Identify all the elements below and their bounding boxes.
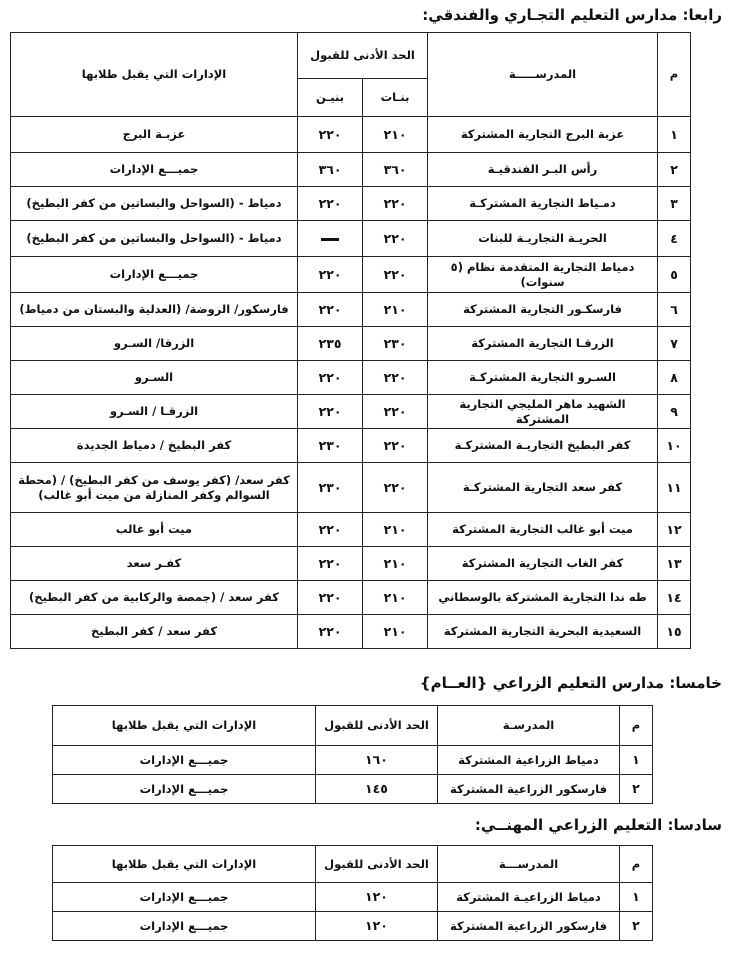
school-name: الزرقـا التجارية المشتركة — [428, 327, 658, 361]
table-row — [11, 361, 691, 395]
girls-score: ٢٢٠ — [363, 187, 428, 221]
girls-score: ٢١٠ — [363, 117, 428, 153]
row-number: ١ — [620, 883, 653, 912]
girls-score: ٢٢٠ — [363, 395, 428, 429]
admin-areas: كفـر سعد — [11, 547, 298, 581]
girls-score: ٢١٠ — [363, 547, 428, 581]
header-school: المدرســـــة — [428, 33, 658, 117]
row-number: ٤ — [658, 221, 691, 257]
admin-areas: فارسكور/ الروضة/ (العدلية والبستان من دمياط) — [11, 293, 298, 327]
row-number: ١٢ — [658, 513, 691, 547]
row-number: ٢ — [620, 912, 653, 941]
admin-areas: جميـــع الإدارات — [53, 912, 316, 941]
girls-score: ٢١٠ — [363, 293, 428, 327]
header-min-score: الحد الأدنى للقبول — [316, 706, 438, 746]
section5-heading: خامسا: مدارس التعليم الزراعي {العــام} — [419, 674, 722, 692]
school-name: طه ندا التجارية المشتركة بالوسطاني — [428, 581, 658, 615]
row-number: ١ — [620, 746, 653, 775]
table-row — [11, 615, 691, 649]
header-admins: الإدارات التي يقبل طلابها — [11, 33, 298, 117]
admin-areas: جميـــع الإدارات — [11, 153, 298, 187]
school-name: كفر الغاب التجارية المشتركة — [428, 547, 658, 581]
admin-areas: ميت أبو غالب — [11, 513, 298, 547]
table-row — [11, 293, 691, 327]
school-name: الشهيد ماهر المليجي التجارية المشتركة — [428, 395, 658, 429]
table-row — [11, 429, 691, 463]
table-row — [11, 187, 691, 221]
header-girls: بنـات — [363, 79, 428, 117]
row-number: ٦ — [658, 293, 691, 327]
girls-score: ٢٢٠ — [363, 221, 428, 257]
boys-score: ٣٦٠ — [298, 153, 363, 187]
girls-score: ٣٦٠ — [363, 153, 428, 187]
table-row — [11, 257, 691, 293]
header-admins: الإدارات التي يقبل طلابها — [53, 846, 316, 883]
girls-score: ٢١٠ — [363, 615, 428, 649]
boys-score: ٢٢٠ — [298, 361, 363, 395]
admin-areas: عزبـة البرج — [11, 117, 298, 153]
table-row — [11, 513, 691, 547]
boys-score: ٢٣٥ — [298, 327, 363, 361]
boys-score: ٢٢٠ — [298, 395, 363, 429]
table-row — [11, 221, 691, 257]
school-name: رأس البـر الفندقيـة — [428, 153, 658, 187]
row-number: ٩ — [658, 395, 691, 429]
school-name: دمياط الزراعية المشتركة — [438, 746, 620, 775]
min-score: ١٤٥ — [316, 775, 438, 804]
header-boys: بنيـن — [298, 79, 363, 117]
min-score: ١٦٠ — [316, 746, 438, 775]
school-name: فارسكور الزراعية المشتركة — [438, 775, 620, 804]
agri-vocational-table — [52, 845, 653, 941]
table-row — [11, 547, 691, 581]
row-number: ٢ — [658, 153, 691, 187]
table-row — [53, 912, 653, 941]
section4-heading: رابعا: مدارس التعليم التجـاري والفندقي: — [422, 6, 722, 24]
admin-areas: دمياط - (السواحل والبساتين من كفر البطيخ) — [11, 221, 298, 257]
table-row — [11, 117, 691, 153]
boys-score: ٢٣٠ — [298, 429, 363, 463]
school-name: كفر سعد التجارية المشتركـة — [428, 463, 658, 513]
girls-score: ٢١٠ — [363, 513, 428, 547]
girls-score: ٢٢٠ — [363, 361, 428, 395]
admin-areas: كفر سعد/ (كفر يوسف من كفر البطيخ) / (محطة السوالم وكفر المنازلة من ميت أبو غالب) — [11, 463, 298, 513]
boys-score: ٢٢٠ — [298, 187, 363, 221]
row-number: ١ — [658, 117, 691, 153]
table-row — [11, 395, 691, 429]
min-score: ١٢٠ — [316, 883, 438, 912]
header-min-score: الحد الأدنى للقبول — [298, 33, 428, 79]
boys-score: ٢٢٠ — [298, 513, 363, 547]
section6-heading: سادسا: التعليم الزراعي المهنــي: — [474, 816, 722, 834]
school-name: دمياط التجارية المتقدمة نظام (٥ سنوات) — [428, 257, 658, 293]
admin-areas: دمياط - (السواحل والبساتين من كفر البطيخ) — [11, 187, 298, 221]
school-name: السعيدية البحرية التجارية المشتركة — [428, 615, 658, 649]
table-row — [53, 883, 653, 912]
school-name: عزبة البرج التجارية المشتركة — [428, 117, 658, 153]
table-row — [53, 775, 653, 804]
row-number: ٧ — [658, 327, 691, 361]
boys-score: ٢٢٠ — [298, 547, 363, 581]
boys-score — [298, 221, 363, 257]
school-name: فارسكور الزراعية المشتركة — [438, 912, 620, 941]
table-row — [11, 581, 691, 615]
row-number: ١٤ — [658, 581, 691, 615]
empty-dash — [321, 238, 339, 241]
row-number: ٥ — [658, 257, 691, 293]
row-number: ١٥ — [658, 615, 691, 649]
admin-areas: كفر سعد / (جمصة والركابية من كفر البطيخ) — [11, 581, 298, 615]
admin-areas: السـرو — [11, 361, 298, 395]
row-number: ٨ — [658, 361, 691, 395]
row-number: ١١ — [658, 463, 691, 513]
girls-score: ٢٢٠ — [363, 257, 428, 293]
agri-general-table — [52, 705, 653, 804]
girls-score: ٢٢٠ — [363, 463, 428, 513]
school-name: ميت أبو غالب التجارية المشتركة — [428, 513, 658, 547]
boys-score: ٢٣٠ — [298, 463, 363, 513]
table-row — [11, 153, 691, 187]
admin-areas: جميـــع الإدارات — [11, 257, 298, 293]
header-m: م — [658, 33, 691, 117]
header-school: المدرسـة — [438, 706, 620, 746]
admin-areas: جميـــع الإدارات — [53, 883, 316, 912]
boys-score: ٢٢٠ — [298, 293, 363, 327]
admin-areas: جميـــع الإدارات — [53, 746, 316, 775]
header-admins: الإدارات التي يقبل طلابها — [53, 706, 316, 746]
admin-areas: الزرقـا / السـرو — [11, 395, 298, 429]
boys-score: ٢٢٠ — [298, 257, 363, 293]
girls-score: ٢١٠ — [363, 581, 428, 615]
commercial-schools-table — [10, 32, 691, 649]
table-row — [11, 463, 691, 513]
admin-areas: جميـــع الإدارات — [53, 775, 316, 804]
header-m: م — [620, 846, 653, 883]
boys-score: ٢٢٠ — [298, 117, 363, 153]
boys-score: ٢٢٠ — [298, 615, 363, 649]
header-school: المدرســـة — [438, 846, 620, 883]
admin-areas: الزرقا/ السـرو — [11, 327, 298, 361]
row-number: ١٣ — [658, 547, 691, 581]
row-number: ٣ — [658, 187, 691, 221]
school-name: الحريـة التجاريـة للبنات — [428, 221, 658, 257]
school-name: السـرو التجارية المشتركـة — [428, 361, 658, 395]
header-m: م — [620, 706, 653, 746]
row-number: ٢ — [620, 775, 653, 804]
school-name: دمـياط التجارية المشتركـة — [428, 187, 658, 221]
admin-areas: كفر البطيخ / دمياط الجديدة — [11, 429, 298, 463]
row-number: ١٠ — [658, 429, 691, 463]
girls-score: ٢٢٠ — [363, 429, 428, 463]
school-name: فارسكـور التجارية المشتركة — [428, 293, 658, 327]
table-row — [11, 327, 691, 361]
boys-score: ٢٢٠ — [298, 581, 363, 615]
school-name: دمياط الزراعيـة المشتركة — [438, 883, 620, 912]
header-min-score: الحد الأدنى للقبول — [316, 846, 438, 883]
admin-areas: كفر سعد / كفر البطيخ — [11, 615, 298, 649]
table-row — [53, 746, 653, 775]
school-name: كفر البطيخ التجاريـة المشتركـة — [428, 429, 658, 463]
min-score: ١٢٠ — [316, 912, 438, 941]
girls-score: ٢٣٠ — [363, 327, 428, 361]
